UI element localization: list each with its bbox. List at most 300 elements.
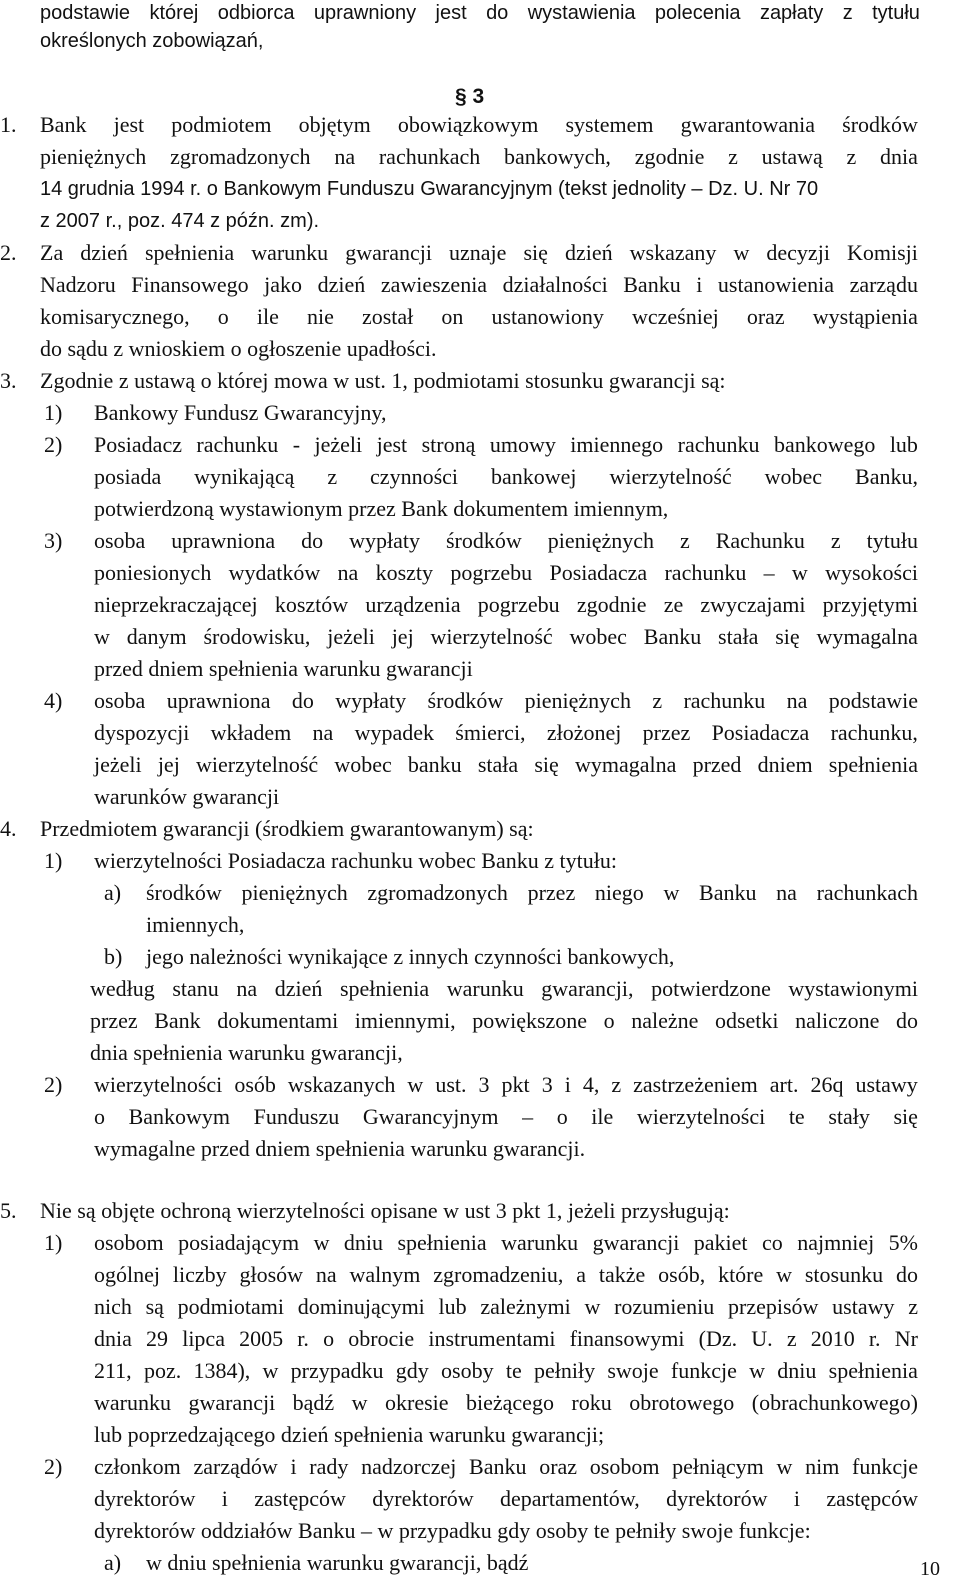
list-item-line: przed dniem spełnienia warunku gwarancji <box>94 656 473 681</box>
word: pakiet <box>693 1230 748 1255</box>
word: o <box>94 1104 105 1129</box>
word: w <box>791 560 808 585</box>
word: jest <box>376 432 408 457</box>
list-number: 4) <box>44 688 63 713</box>
list-item-line: lub poprzedzającego dzień spełnienia warunku gwarancji; <box>94 1422 605 1447</box>
word: koszty <box>375 560 434 585</box>
word: co <box>761 1230 783 1255</box>
list-item-line <box>94 1262 918 1288</box>
word: warunku <box>446 976 524 1001</box>
list-number: 1) <box>44 1230 63 1255</box>
word: na <box>337 560 359 585</box>
word: wobec <box>334 752 392 777</box>
word: ustawy <box>855 1072 918 1097</box>
word: przez <box>90 1008 138 1033</box>
word: funkcje <box>852 1454 918 1479</box>
word: Funduszu <box>253 1104 340 1129</box>
word: podstawie <box>40 2 131 24</box>
word: ust. <box>435 1072 467 1097</box>
word: stroną <box>421 432 476 457</box>
word: z <box>327 464 338 489</box>
word: pieniężnych <box>241 880 348 905</box>
word: tytułu <box>866 528 918 553</box>
list-item-line: Bankowy Fundusz Gwarancyjny, <box>94 400 387 425</box>
word: zarządu <box>849 272 918 297</box>
word: osoba <box>94 528 146 553</box>
word: oraz <box>539 1454 578 1479</box>
word: osoby <box>441 1358 494 1383</box>
word: (obrachunkowego) <box>751 1390 918 1415</box>
word: są <box>145 1294 164 1319</box>
word: bankowego <box>773 432 876 457</box>
word: pieniężnych <box>524 688 631 713</box>
word: przez <box>642 720 691 745</box>
word: okresie <box>385 1390 449 1415</box>
word: pogrzebu <box>477 592 560 617</box>
word: posiada <box>94 464 162 489</box>
word: 29 <box>146 1326 169 1351</box>
word: na <box>312 720 334 745</box>
list-item-line <box>94 464 918 490</box>
word: - <box>292 432 301 457</box>
word: liczby <box>172 1262 227 1287</box>
word: systemem <box>565 112 654 137</box>
word: Bank <box>40 112 87 137</box>
paragraph-number: 1. <box>0 112 17 137</box>
word: posiadającym <box>178 1230 300 1255</box>
word: ustanowiony <box>491 304 604 329</box>
word: Nr <box>894 1326 918 1351</box>
word: naliczone <box>795 1008 880 1033</box>
paragraph-line <box>40 144 918 170</box>
word: w <box>313 1230 330 1255</box>
word: wierzytelność <box>430 624 553 649</box>
word: pełniącym <box>672 1454 764 1479</box>
list-item-line: wymagalne przed dniem spełnienia warunku gwarancji. <box>94 1136 586 1161</box>
word: zastrzeżeniem <box>633 1072 758 1097</box>
list-item-line <box>94 592 918 618</box>
word: lipca <box>182 1326 225 1351</box>
word: art. <box>769 1072 799 1097</box>
word: a <box>576 1262 587 1287</box>
word: i <box>696 272 703 297</box>
word: przed <box>692 752 742 777</box>
word: ustawą <box>761 144 823 169</box>
word: komisarycznego, <box>40 304 190 329</box>
word: z <box>846 144 857 169</box>
word: rachunkach <box>816 880 918 905</box>
word: 2010 <box>810 1326 855 1351</box>
word: dyrektorów <box>666 1486 768 1511</box>
word: warunku <box>94 1390 171 1415</box>
word: finansowymi <box>569 1326 685 1351</box>
word: wypłaty <box>349 528 420 553</box>
word: ogólnej <box>94 1262 160 1287</box>
word: Gwarancyjnym <box>362 1104 499 1129</box>
intro-line: określonych zobowiązań, <box>40 30 264 52</box>
word: uprawniona <box>166 688 271 713</box>
word: się <box>534 752 559 777</box>
word: odsetki <box>714 1008 779 1033</box>
sublist-letter: a) <box>104 1550 122 1575</box>
word: lub <box>438 1294 467 1319</box>
word: on <box>441 304 464 329</box>
word: jest <box>113 112 145 137</box>
word: gwarancji, <box>541 976 634 1001</box>
word: w <box>776 1262 793 1287</box>
list-item-line <box>94 1390 918 1416</box>
word: przypadku <box>290 1358 384 1383</box>
word: wskazany <box>629 240 717 265</box>
word: został <box>361 304 414 329</box>
word: wskazanych <box>287 1072 396 1097</box>
paragraph-line <box>40 304 918 330</box>
word: departamentów, <box>500 1486 640 1511</box>
word: stały <box>828 1104 870 1129</box>
word: nie <box>306 304 334 329</box>
word: nieprzekraczającej <box>94 592 258 617</box>
word: wkładem <box>210 720 292 745</box>
word: jej <box>391 624 414 649</box>
paragraph-line <box>40 272 918 298</box>
sublist-letter: b) <box>104 944 123 969</box>
sublist-letter: a) <box>104 880 122 905</box>
word: decyzji <box>766 240 830 265</box>
word: ustanowienia <box>717 272 835 297</box>
word: które <box>718 1262 764 1287</box>
word: jeżeli <box>327 624 375 649</box>
list-number: 2) <box>44 432 63 457</box>
word: podmiotem <box>171 112 272 137</box>
word: Bankowym <box>128 1104 231 1129</box>
sublist-item-line <box>146 880 918 906</box>
word: dzień <box>564 240 613 265</box>
word: złożonej <box>546 720 622 745</box>
word: warunku <box>501 1230 579 1255</box>
word: funkcje <box>670 1358 737 1383</box>
word: wysokości <box>825 560 918 585</box>
paragraph-number: 2. <box>0 240 17 265</box>
word: z <box>786 1326 797 1351</box>
word: Za <box>40 240 64 265</box>
word: rachunku, <box>830 720 918 745</box>
word: pkt <box>501 1072 530 1097</box>
word: instrumentami <box>428 1326 556 1351</box>
word: do <box>291 688 314 713</box>
word: wierzytelność <box>609 464 732 489</box>
word: w <box>733 240 750 265</box>
list-item-line: dyrektorów oddziałów Banku – w przypadku gdy osoby te pełniły swoje funkcje: <box>94 1518 811 1543</box>
word: pełniły <box>533 1358 596 1383</box>
word: wystawienia <box>527 2 636 24</box>
paragraph-number: 3. <box>0 368 17 393</box>
word: w <box>749 1358 766 1383</box>
word: pieniężnych <box>40 144 147 169</box>
list-item-line: potwierdzoną wystawionym przez Bank dokumentem imiennym, <box>94 496 669 521</box>
word: się <box>523 240 548 265</box>
word: nich <box>94 1294 132 1319</box>
word: potwierdzone <box>651 976 771 1001</box>
word: z <box>908 1294 918 1319</box>
word: podmiotami <box>177 1294 284 1319</box>
word: na <box>236 976 258 1001</box>
word: Posiadacz <box>94 432 182 457</box>
word: zgromadzonych <box>170 144 311 169</box>
list-item-line <box>94 1230 918 1256</box>
word: o <box>217 304 229 329</box>
word: zgodnie <box>576 592 647 617</box>
word: rachunku <box>196 432 279 457</box>
word: do <box>895 1008 918 1033</box>
list-item-line <box>94 1104 918 1130</box>
word: także <box>598 1262 646 1287</box>
sublist-item-line: jego należności wynikające z innych czynności bankowych, <box>146 944 675 969</box>
paragraph-line: z 2007 r., poz. 474 z późn. zm). <box>40 210 320 232</box>
word: wymagalna <box>574 752 677 777</box>
sublist-item-line: imiennych, <box>146 912 245 937</box>
word: Banku <box>643 624 702 649</box>
word: urządzenia <box>365 592 461 617</box>
list-item-line <box>94 1294 918 1320</box>
word: dniem <box>757 752 813 777</box>
word: z <box>679 528 690 553</box>
intro-line <box>40 0 920 26</box>
word: środków <box>445 528 522 553</box>
word: rachunku <box>677 432 760 457</box>
word: Posiadacza <box>711 720 810 745</box>
paragraph-line: Nie są objęte ochroną wierzytelności opisane w ust 3 pkt 1, jeżeli przysługują: <box>40 1198 730 1223</box>
word: o <box>556 1104 568 1129</box>
word: o <box>603 1008 615 1033</box>
word: wierzytelności <box>94 1072 223 1097</box>
page-number: 10 <box>920 1558 940 1580</box>
paragraph-number: 5. <box>0 1198 17 1223</box>
list-item-line <box>90 976 918 1002</box>
word: – <box>763 560 775 585</box>
word: na <box>776 880 797 905</box>
word: najmniej <box>797 1230 875 1255</box>
word: rachunku <box>683 688 766 713</box>
word: – <box>522 1104 534 1129</box>
word: obrocie <box>348 1326 415 1351</box>
word: uprawniony <box>313 2 417 24</box>
word: 3 <box>541 1072 553 1097</box>
word: spełnienia <box>828 752 918 777</box>
word: się <box>775 624 800 649</box>
word: na <box>315 1262 337 1287</box>
word: rady <box>309 1454 349 1479</box>
word: stosunku <box>804 1262 884 1287</box>
word: r. <box>868 1326 881 1351</box>
word: osobom <box>94 1230 164 1255</box>
word: dyrektorów <box>372 1486 474 1511</box>
word: według <box>90 976 155 1001</box>
word: tytułu <box>872 2 920 24</box>
word: zależnymi <box>480 1294 571 1319</box>
word: kosztów <box>274 592 349 617</box>
word: Rachunku <box>715 528 805 553</box>
word: wypadek <box>354 720 435 745</box>
list-item-line <box>94 560 918 586</box>
paragraph-line: Przedmiotem gwarancji (środkiem gwarantowanym) są: <box>40 816 534 841</box>
word: Banku <box>699 880 757 905</box>
list-item-line: dnia spełnienia warunku gwarancji, <box>90 1040 403 1065</box>
word: o <box>323 1326 335 1351</box>
word: swoje <box>607 1358 659 1383</box>
list-item-line <box>94 720 918 746</box>
word: Finansowego <box>131 272 249 297</box>
word: i <box>290 1454 297 1479</box>
word: rachunkach <box>378 144 481 169</box>
word: imiennymi, <box>354 1008 456 1033</box>
word: 4, <box>582 1072 600 1097</box>
word: spełnienia <box>828 1358 918 1383</box>
section-heading: § 3 <box>455 85 485 108</box>
word: przez <box>527 880 576 905</box>
word: wystąpienia <box>812 304 918 329</box>
list-number: 1) <box>44 848 63 873</box>
word: roku <box>571 1390 612 1415</box>
word: r. <box>297 1326 309 1351</box>
word: spełnienia <box>339 976 430 1001</box>
word: bądź <box>292 1390 335 1415</box>
word: do <box>895 1262 918 1287</box>
word: te <box>788 1104 805 1129</box>
list-item-line <box>94 528 918 554</box>
word: w <box>776 1454 793 1479</box>
list-item-line <box>94 1454 918 1480</box>
word: dyspozycji <box>94 720 190 745</box>
word: w <box>584 1294 601 1319</box>
word: zgromadzonych <box>367 880 508 905</box>
list-item-line: wierzytelności Posiadacza rachunku wobec Banku z tytułu: <box>94 848 617 873</box>
word: zwyczajami <box>700 592 806 617</box>
word: dzień <box>274 976 323 1001</box>
list-number: 2) <box>44 1072 63 1097</box>
word: wobec <box>569 624 627 649</box>
word: dnia <box>880 144 918 169</box>
word: w <box>663 880 680 905</box>
word: Banku <box>623 272 681 297</box>
word: na <box>786 688 808 713</box>
word: dniu <box>777 1358 817 1383</box>
word: U. <box>751 1326 773 1351</box>
word: członkom <box>94 1454 181 1479</box>
word: uprawniona <box>171 528 276 553</box>
word: danym <box>126 624 187 649</box>
word: spełnienia <box>397 1230 487 1255</box>
word: pieniężnych <box>547 528 654 553</box>
word: wobec <box>764 464 823 489</box>
word: głosów <box>239 1262 304 1287</box>
word: przepisów <box>728 1294 819 1319</box>
word: osobom <box>589 1454 660 1479</box>
word: zawieszenia <box>380 272 488 297</box>
word: 1384), <box>193 1358 251 1383</box>
word: wypłaty <box>335 688 407 713</box>
word: dzień <box>80 240 128 265</box>
word: 26q <box>810 1072 844 1097</box>
word: wierzytelności <box>636 1104 766 1129</box>
word: stała <box>718 624 759 649</box>
list-item-line <box>94 1486 918 1512</box>
word: jest <box>435 2 467 24</box>
paragraph-line: do sądu z wnioskiem o ogłoszenie upadłości. <box>40 336 437 361</box>
list-item-line <box>94 752 918 778</box>
word: przyjętymi <box>822 592 918 617</box>
word: dokumentami <box>217 1008 339 1033</box>
word: rachunku <box>664 560 747 585</box>
word: dominującymi <box>297 1294 425 1319</box>
word: Banku, <box>855 464 918 489</box>
word: z <box>728 144 738 169</box>
word: do <box>486 2 509 24</box>
word: śmierci, <box>455 720 526 745</box>
word: ustawy <box>832 1294 895 1319</box>
word: uznaje <box>449 240 507 265</box>
sublist-item-line: w dniu spełnienia warunku gwarancji, bądź <box>146 1550 529 1575</box>
word: w <box>262 1358 279 1383</box>
word: jeżeli <box>94 752 142 777</box>
word: z <box>611 1072 622 1097</box>
word: te <box>505 1358 522 1383</box>
word: Banku <box>469 1454 527 1479</box>
word: walnym <box>349 1262 421 1287</box>
word: 2005 <box>239 1326 284 1351</box>
word: osoba <box>94 688 146 713</box>
word: polecenia <box>654 2 741 24</box>
list-item-line: warunków gwarancji <box>94 784 280 809</box>
word: gwarancji <box>188 1390 276 1415</box>
word: wierzytelność <box>195 752 319 777</box>
word: dzień <box>317 272 366 297</box>
word: gdy <box>395 1358 429 1383</box>
list-item-line <box>94 1326 918 1352</box>
word: lub <box>889 432 918 457</box>
word: ile <box>256 304 279 329</box>
word: osób <box>234 1072 276 1097</box>
word: objętym <box>298 112 371 137</box>
list-item-line <box>94 688 918 714</box>
word: nadzorczej <box>361 1454 457 1479</box>
word: i <box>793 1486 800 1511</box>
word: wynikającą <box>194 464 295 489</box>
word: podstawie <box>828 688 918 713</box>
word: 3 <box>478 1072 490 1097</box>
word: czynności <box>370 464 459 489</box>
word: stanu <box>172 976 219 1001</box>
list-item-line <box>94 1358 918 1384</box>
word: zarządów <box>193 1454 278 1479</box>
word: Nadzoru <box>40 272 116 297</box>
word: działalności <box>502 272 608 297</box>
word: zastępców <box>254 1486 346 1511</box>
word: bankowej <box>490 464 577 489</box>
word: ile <box>591 1104 614 1129</box>
word: zapłaty <box>759 2 824 24</box>
word: poniesionych <box>94 560 212 585</box>
word: poz. <box>143 1358 182 1383</box>
word: oraz <box>746 304 785 329</box>
word: z <box>830 528 841 553</box>
list-item-line <box>94 624 918 650</box>
paragraph-number: 4. <box>0 816 17 841</box>
word: środowisku, <box>203 624 311 649</box>
word: stała <box>477 752 519 777</box>
list-number: 1) <box>44 400 63 425</box>
word: spełnienia <box>144 240 235 265</box>
word: wymagalna <box>816 624 918 649</box>
